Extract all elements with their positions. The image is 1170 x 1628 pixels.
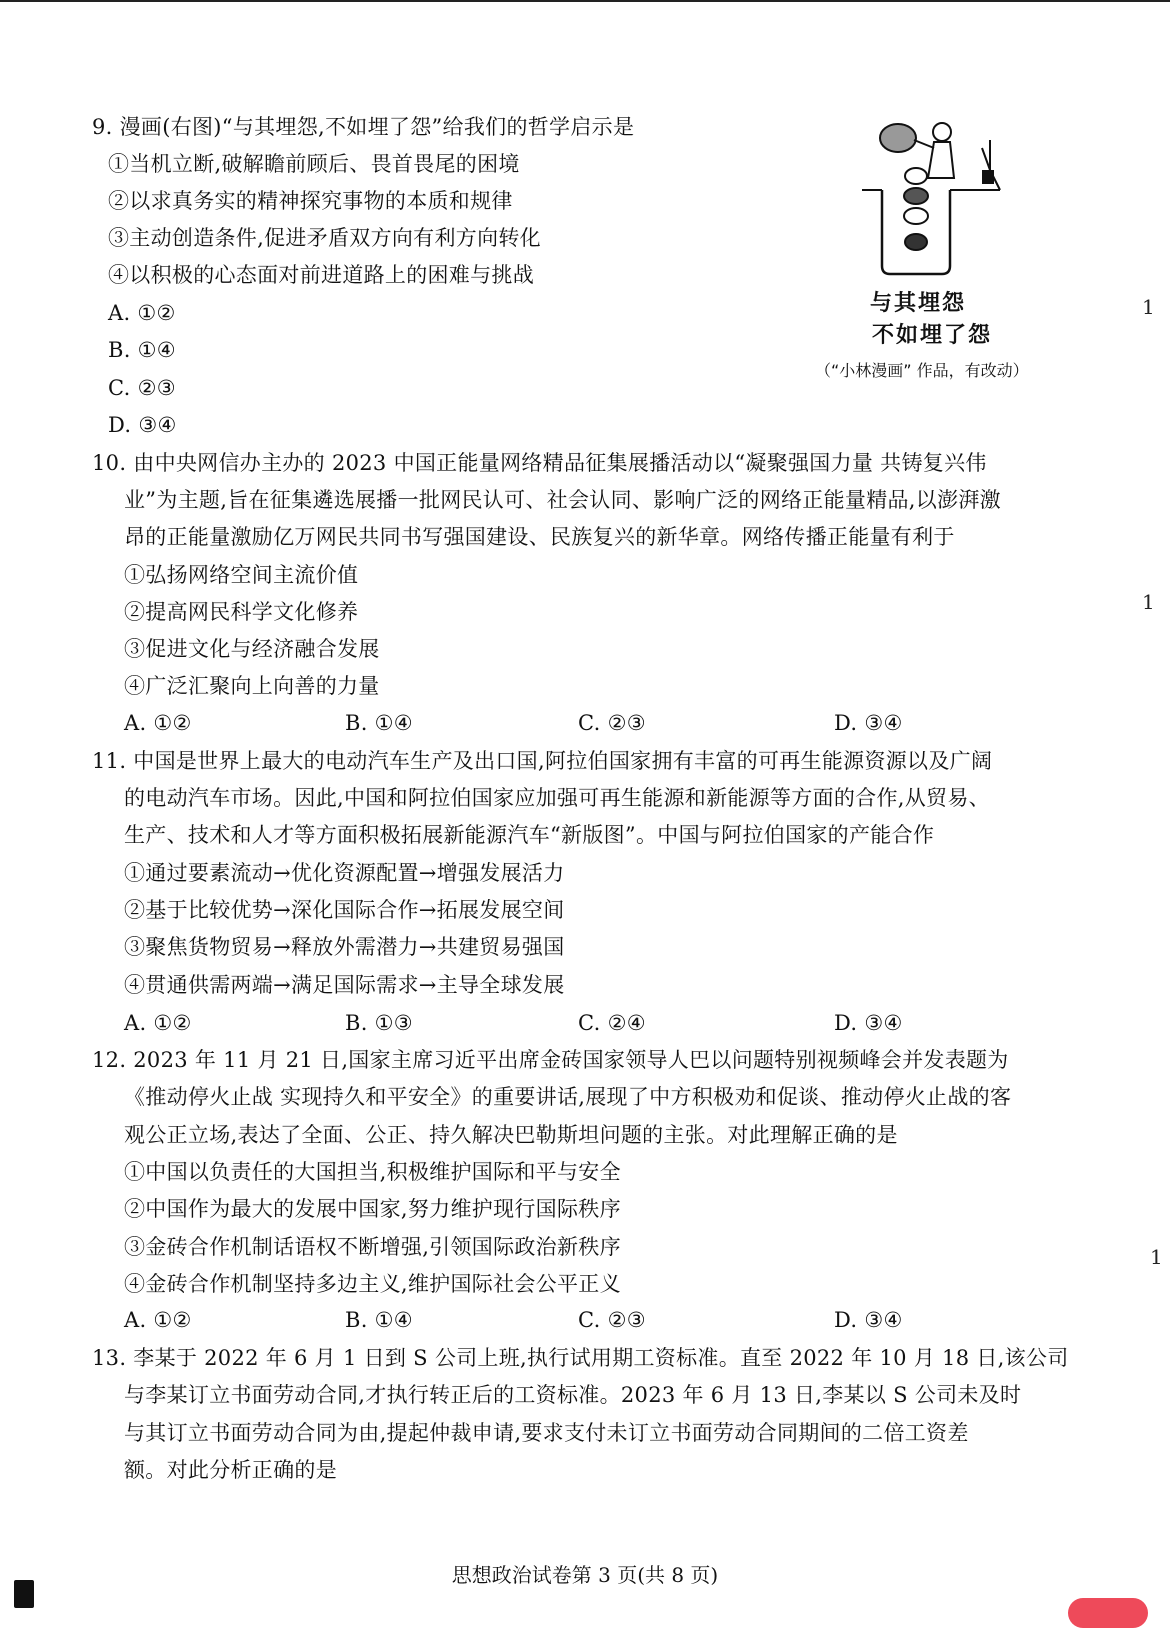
q10-item-1: ①弘扬网络空间主流价值 — [124, 563, 359, 587]
q10-option-d: D. ③④ — [834, 711, 903, 735]
cartoon-caption-line2: 不如埋了怨 — [872, 323, 993, 348]
q10-item-2: ②提高网民科学文化修养 — [124, 600, 359, 624]
q13-stem-line1: 13. 李某于 2022 年 6 月 1 日到 S 公司上班,执行试用期工资标准。直至 2022 年 10 月 18 日,该公司 — [92, 1346, 1069, 1370]
q9-item-3: ③主动创造条件,促进矛盾双方向有利方向转化 — [108, 226, 541, 250]
q13-stem-line2: 与李某订立书面劳动合同,才执行转正后的工资标准。2023 年 6 月 13 日,李某以 S 公司未及时 — [124, 1383, 1022, 1407]
q11-stem-line3: 生产、技术和人才等方面积极拓展新能源汽车“新版图”。中国与阿拉伯国家的产能合作 — [124, 823, 935, 847]
q11-item-3: ③聚焦货物贸易→释放外需潜力→共建贸易强国 — [124, 935, 565, 959]
q11-item-2: ②基于比较优势→深化国际合作→拓展发展空间 — [124, 898, 565, 922]
q10-option-b: B. ①④ — [345, 711, 413, 735]
q10-option-c: C. ②③ — [578, 711, 646, 735]
q11-option-a: A. ①② — [124, 1011, 192, 1035]
q9-option-d: D. ③④ — [108, 413, 177, 437]
scan-edge-mark — [14, 1580, 34, 1608]
q13-stem-line3: 与其订立书面劳动合同为由,提起仲裁申请,要求支付未订立书面劳动合同期间的二倍工资差 — [124, 1421, 969, 1445]
q12-item-2: ②中国作为最大的发展中国家,努力维护现行国际秩序 — [124, 1197, 621, 1221]
cartoon-illustration — [850, 118, 1030, 278]
q12-option-a: A. ①② — [124, 1308, 192, 1332]
q9-option-b: B. ①④ — [108, 338, 176, 362]
q9-stem: 9. 漫画(右图)“与其埋怨,不如埋了怨”给我们的哲学启示是 — [92, 115, 635, 139]
margin-mark: 1 — [1142, 590, 1155, 614]
q10-item-4: ④广泛汇聚向上向善的力量 — [124, 674, 380, 698]
q9-item-2: ②以求真务实的精神探究事物的本质和规律 — [108, 189, 513, 213]
top-border — [0, 0, 1170, 2]
q10-stem-line3: 昂的正能量激励亿万网民共同书写强国建设、民族复兴的新华章。网络传播正能量有利于 — [124, 525, 955, 549]
q12-option-c: C. ②③ — [578, 1308, 646, 1332]
q11-option-d: D. ③④ — [834, 1011, 903, 1035]
q11-stem-line1: 11. 中国是世界上最大的电动汽车生产及出口国,阿拉伯国家拥有丰富的可再生能源资源以及广阔 — [92, 749, 993, 773]
q10-option-a: A. ①② — [124, 711, 192, 735]
q12-item-3: ③金砖合作机制话语权不断增强,引领国际政治新秩序 — [124, 1235, 621, 1259]
q11-option-c: C. ②④ — [578, 1011, 646, 1035]
q9-option-a: A. ①② — [108, 301, 176, 325]
margin-mark: 1 — [1150, 1245, 1163, 1269]
q11-item-4: ④贯通供需两端→满足国际需求→主导全球发展 — [124, 973, 565, 997]
margin-mark: 1 — [1142, 295, 1155, 319]
q10-stem-line2: 业”为主题,旨在征集遴选展播一批网民认可、社会认同、影响广泛的网络正能量精品,以澎湃激 — [124, 488, 1001, 512]
cartoon-caption-line1: 与其埋怨 — [870, 291, 967, 316]
q13-stem-line4: 额。对此分析正确的是 — [124, 1458, 337, 1482]
q12-stem-line1: 12. 2023 年 11 月 21 日,国家主席习近平出席金砖国家领导人巴以问题特别视频峰会并发表题为 — [92, 1048, 1009, 1072]
q12-option-b: B. ①④ — [345, 1308, 413, 1332]
q10-item-3: ③促进文化与经济融合发展 — [124, 637, 380, 661]
q12-item-1: ①中国以负责任的大国担当,积极维护国际和平与安全 — [124, 1160, 621, 1184]
q12-item-4: ④金砖合作机制坚持多边主义,维护国际社会公平正义 — [124, 1272, 621, 1296]
q11-item-1: ①通过要素流动→优化资源配置→增强发展活力 — [124, 861, 565, 885]
floating-badge[interactable] — [1068, 1598, 1148, 1628]
q9-item-4: ④以积极的心态面对前进道路上的困难与挑战 — [108, 263, 534, 287]
q9-item-1: ①当机立断,破解瞻前顾后、畏首畏尾的困境 — [108, 152, 520, 176]
q12-stem-line3: 观公正立场,表达了全面、公正、持久解决巴勒斯坦问题的主张。对此理解正确的是 — [124, 1123, 898, 1147]
q11-option-b: B. ①③ — [345, 1011, 413, 1035]
q10-stem-line1: 10. 由中央网信办主办的 2023 中国正能量网络精品征集展播活动以“凝聚强国力量 共铸复兴伟 — [92, 451, 987, 475]
q12-option-d: D. ③④ — [834, 1308, 903, 1332]
page-footer: 思想政治试卷第 3 页(共 8 页) — [451, 1563, 719, 1587]
q9-option-c: C. ②③ — [108, 376, 176, 400]
cartoon-source: （“小林漫画” 作品，有改动） — [815, 361, 1029, 380]
q11-stem-line2: 的电动汽车市场。因此,中国和阿拉伯国家应加强可再生能源和新能源等方面的合作,从贸易、 — [124, 786, 990, 810]
q12-stem-line2: 《推动停火止战 实现持久和平安全》的重要讲话,展现了中方积极劝和促谈、推动停火止战的客 — [124, 1085, 1012, 1109]
